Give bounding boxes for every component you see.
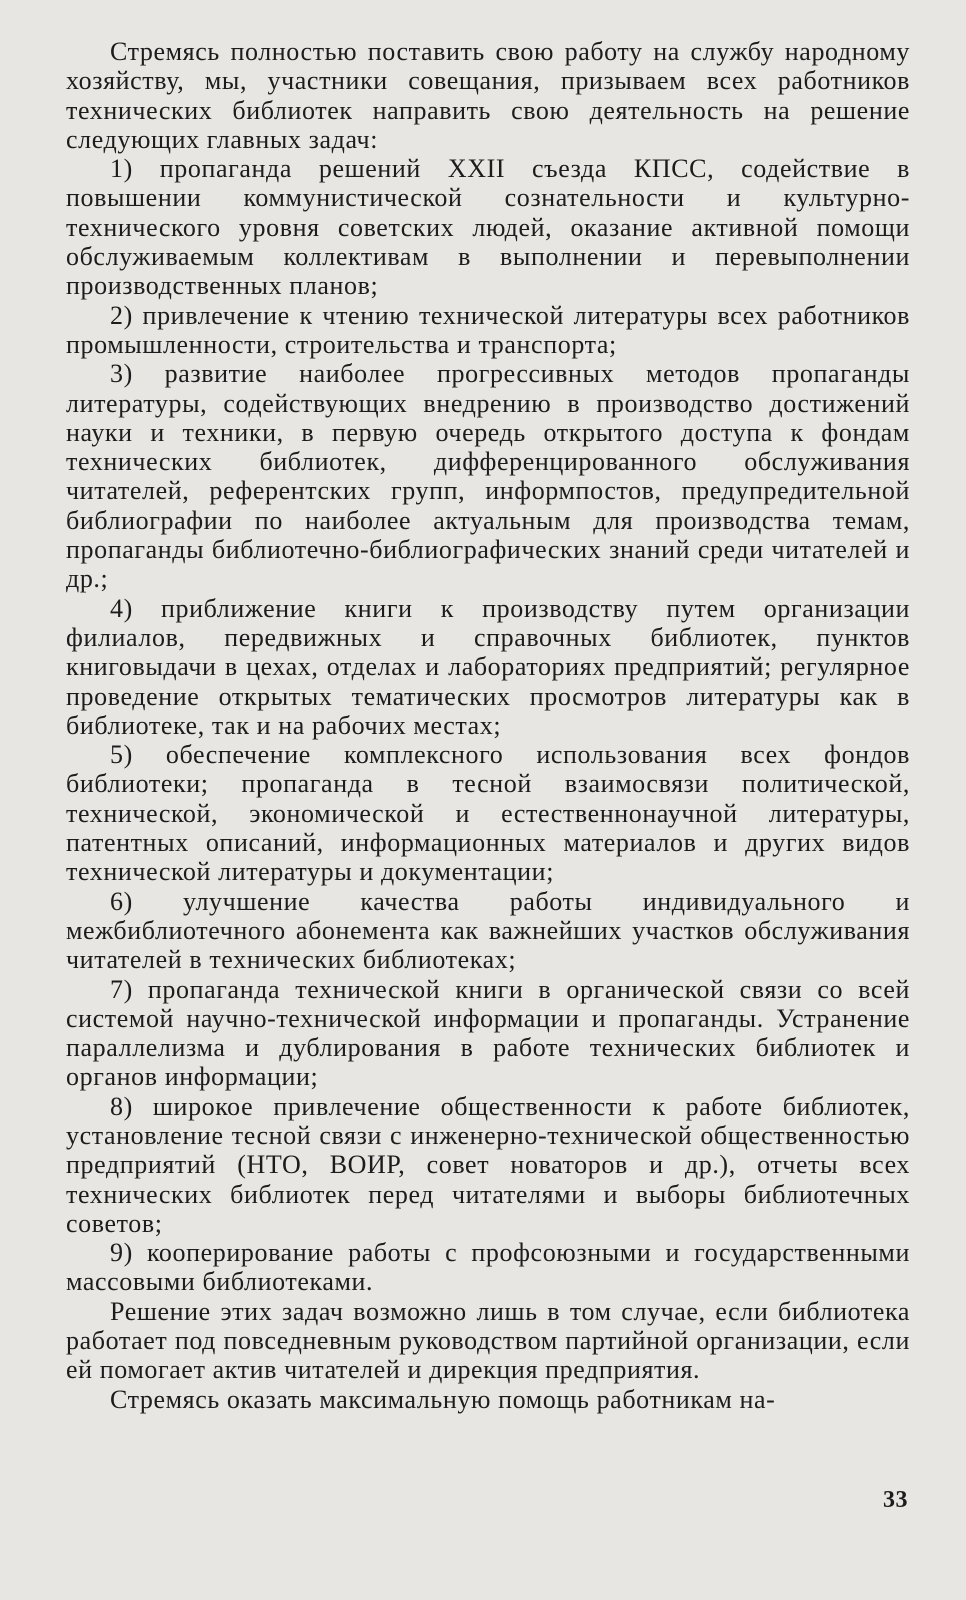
paragraph-continued: Стремясь оказать максимальную помощь работникам на-: [110, 1384, 776, 1414]
list-item-5: 5) обеспечение комплексного использования всех фондов библиотеки; пропаганда в тесной взаимосвязи политической, технической, экономической и естественнонаучной литературы, патентных описаний, информационных материалов и других видов технической литературы и документации;: [66, 740, 910, 887]
body-text: [66, 37, 910, 1414]
list-item-1: 1) пропаганда решений XXII съезда КПСС, содействие в повышении коммунистической сознательности и культурно-технического уровня советских людей, оказание активной помощи обслуживаемым коллективам в выполнении и перевыполнении производственных планов;: [66, 154, 910, 301]
list-item-4: 4) приближение книги к производству путем организации филиалов, передвижных и справочных библиотек, пунктов книговыдачи в цехах, отделах и лабораториях предприятий; регулярное проведение открытых тематических просмотров литературы как в библиотеке, так и на рабочих местах;: [66, 593, 910, 740]
page-number: 33: [883, 1487, 908, 1513]
list-item-9: 9) кооперирование работы с профсоюзными и государственными массовыми библиотеками.: [66, 1238, 910, 1297]
paragraph-conclusion: Решение этих задач возможно лишь в том случае, если библиотека работает под повседневным руководством партийной организации, если ей помогает актив читателей и дирекция предприятия.: [66, 1296, 910, 1385]
paragraph-intro: Стремясь полностью поставить свою работу на службу народному хозяйству, мы, участники совещания, призываем всех работников технических библиотек направить свою деятельность на решение следующих главных задач:: [66, 37, 910, 154]
list-item-6: 6) улучшение качества работы индивидуального и межбиблиотечного абонемента как важнейших участков обслуживания читателей в технических библиотеках;: [66, 886, 910, 975]
list-item-8: 8) широкое привлечение общественности к работе библиотек, установление тесной связи с инженерно-технической общественностью предприятий (НТО, ВОИР, совет новаторов и др.), отчеты всех технических библиотек перед читателями и выборы библиотечных советов;: [66, 1091, 910, 1238]
list-item-2: 2) привлечение к чтению технической литературы всех работников промышленности, строительства и транспорта;: [66, 300, 910, 359]
list-item-7: 7) пропаганда технической книги в органической связи со всей системой научно-технической информации и пропаганды. Устранение параллелизма и дублирования в работе технических библиотек и органов информации;: [66, 974, 910, 1092]
list-item-3: 3) развитие наиболее прогрессивных методов пропаганды литературы, содействующих внедрению в производство достижений науки и техники, в первую очередь открытого доступа к фондам технических библиотек, дифференцированного обслуживания читателей, референтских групп, информпостов, предупредительной библиографии по наиболее актуальным для производства темам, пропаганды библиотечно-библиографических знаний среди читателей и др.;: [66, 359, 910, 594]
